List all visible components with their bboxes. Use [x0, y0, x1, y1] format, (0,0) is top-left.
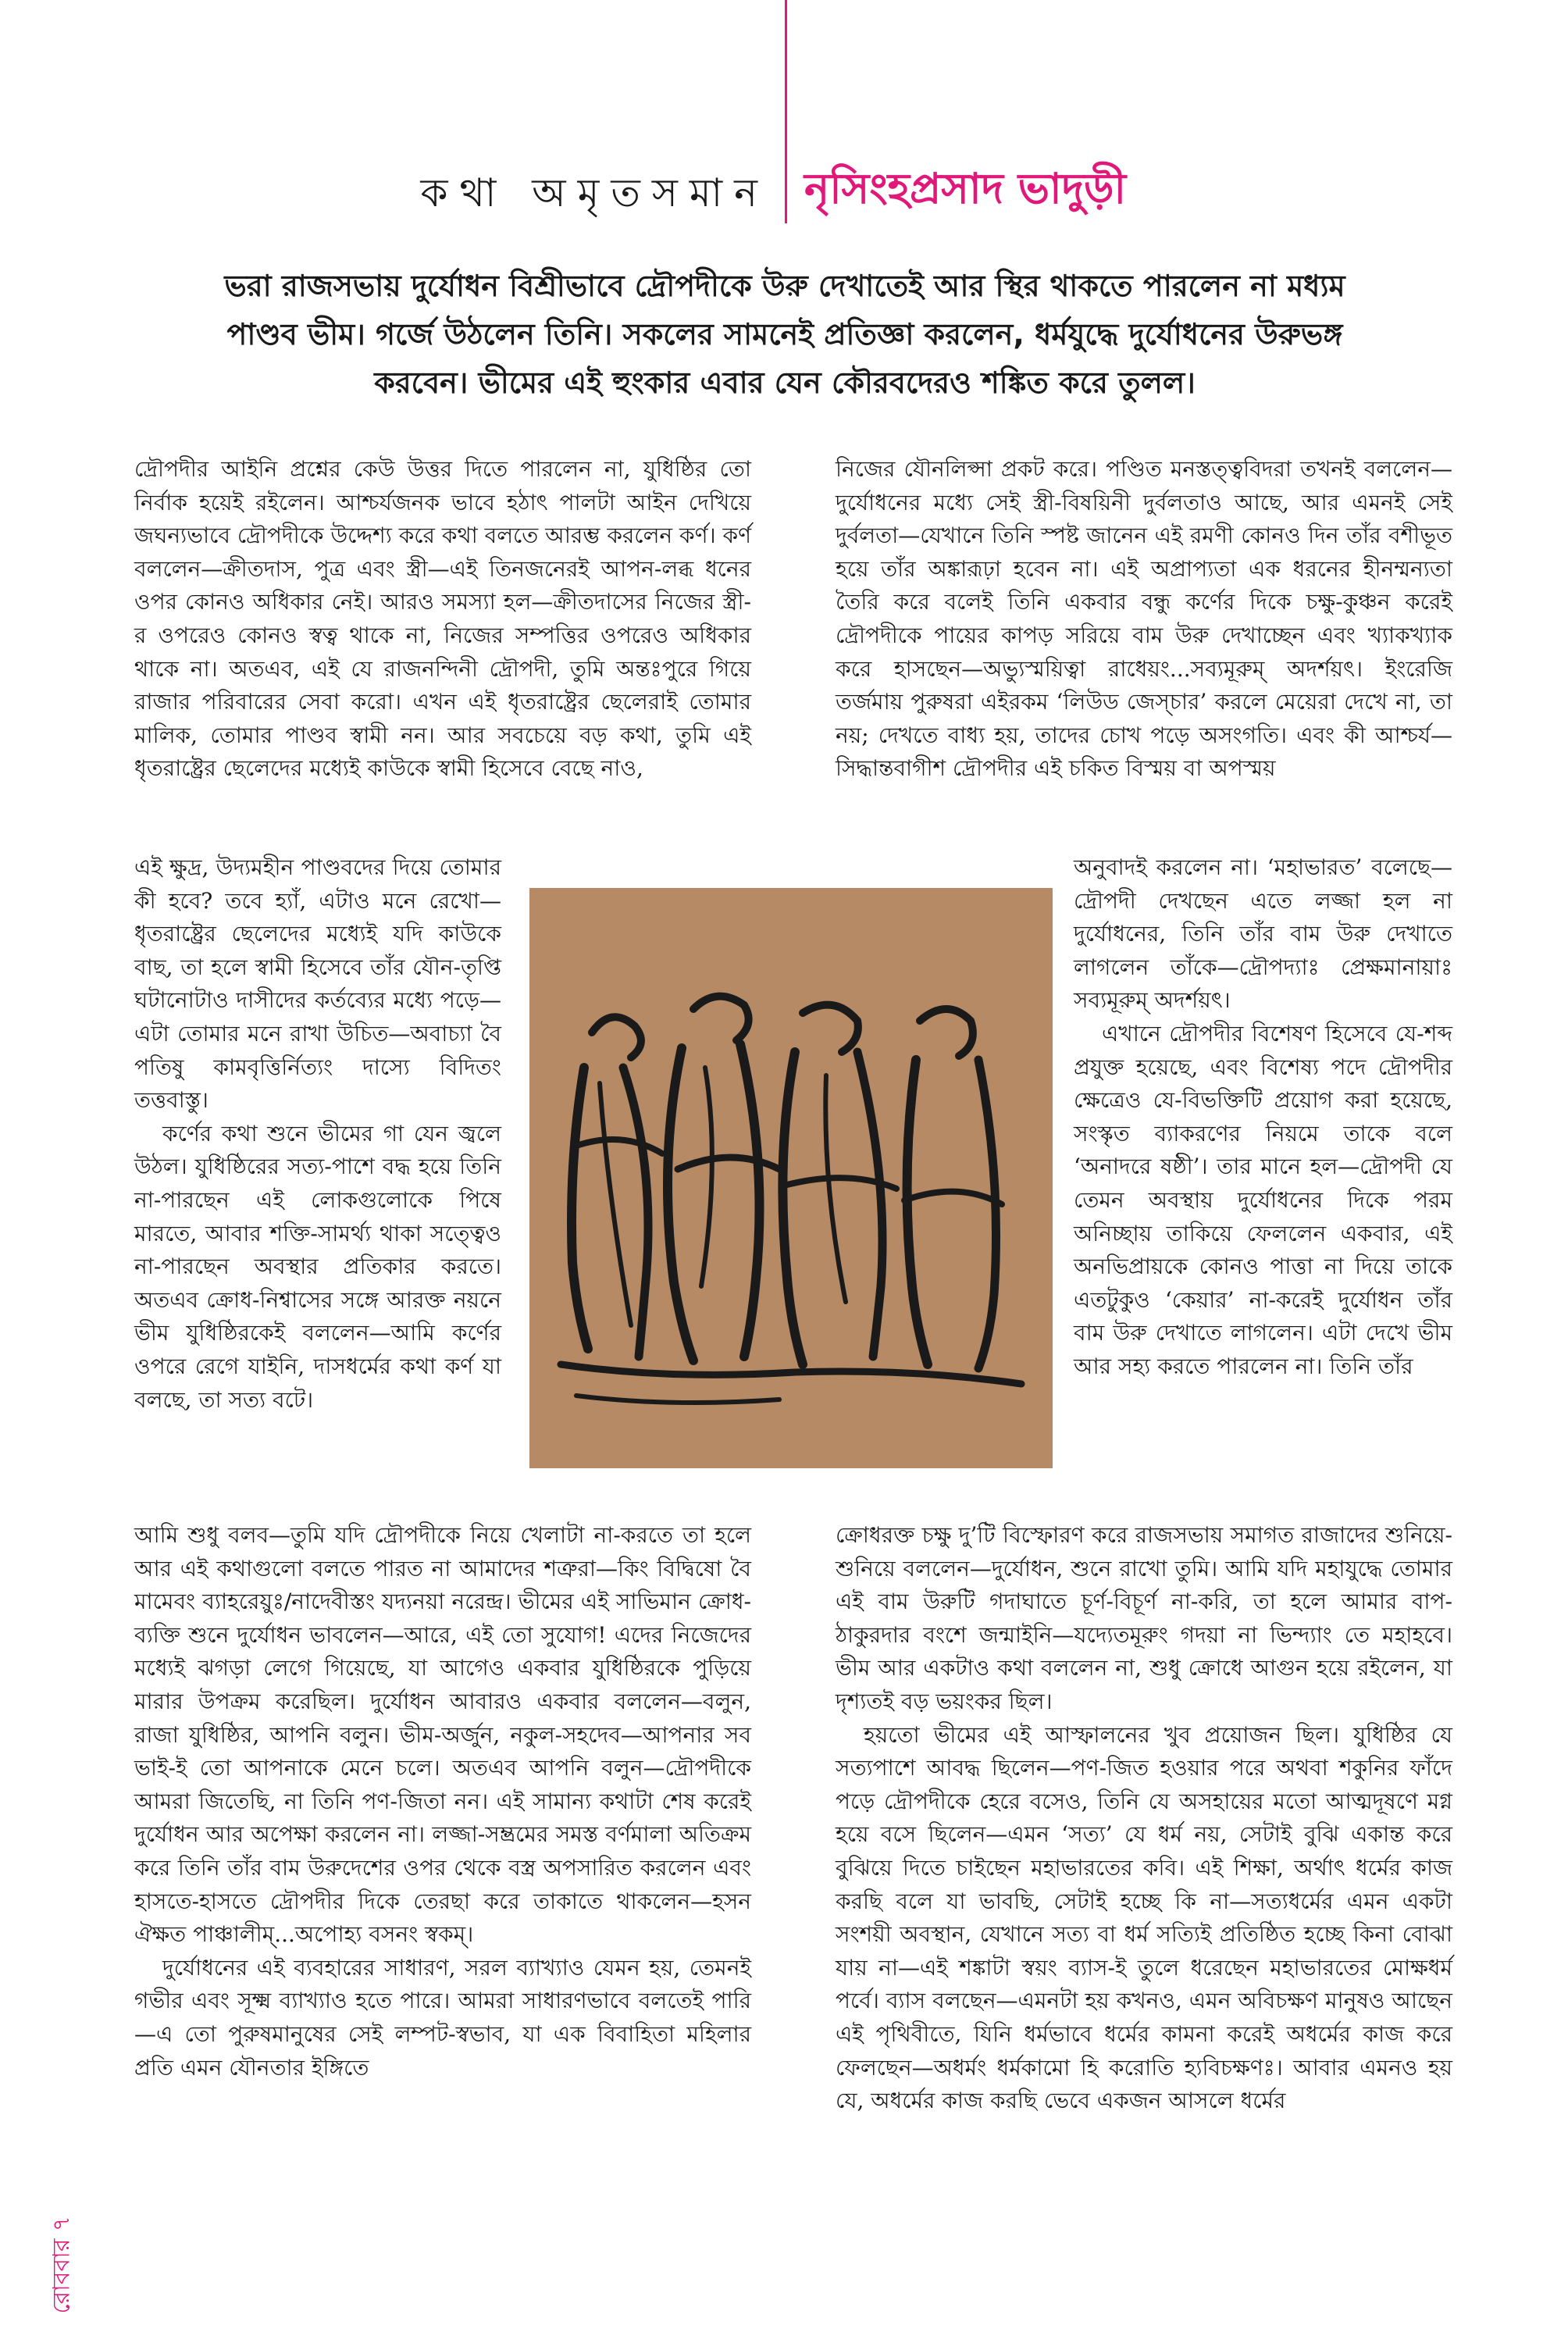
brush-sketch-figures-image: [529, 888, 1053, 1468]
standfirst: ভরা রাজসভায় দুর্যোধন বিশ্রীভাবে দ্রৌপদীকে উরু দেখাতেই আর স্থির থাকতে পারলেন না মধ্যম পাণ্ডব ভীম। গর্জে উঠলেন তিনি। সকলের সামনেই প্রতিজ্ঞা করলেন, ধর্মযুদ্ধে দুর্যোধনের উরুভঙ্গ করবেন। ভীমের এই হুংকার এবার যেন কৌরবদেরও শঙ্কিত করে তুলল।: [224, 269, 1345, 400]
paragraph: নিজের যৌনলিপ্সা প্রকট করে। পণ্ডিত মনস্তত্ত্ববিদরা তখনই বললেন—দুর্যোধনের মধ্যে সেই স্ত্রী-বিষয়িনী দুর্বলতাও আছে, আর এমনই সেই দুর্বলতা—যেখানে তিনি স্পষ্ট জানেন এই রমণী কোনও দিন তাঁর বশীভূত হয়ে তাঁর অঙ্কারূঢ়া হবেন না। এই অপ্রাপ্যতা এক ধরনের হীনম্মন্যতা তৈরি করে বলেই তিনি একবার বন্ধু কর্ণের দিকে চক্ষু-কুঞ্চন করেই দ্রৌপদীকে পায়ের কাপড় সরিয়ে বাম উরু দেখাচ্ছেন এবং খ্যাকখ্যাক করে হাসছেন—অভ্যুস্ময়িত্বা রাধেয়ং...সব্যমূরুম্ অদর্শয়ৎ। ইংরেজি তর্জমায় পুরুষরা এইরকম ‘লিউড জেস্চার’ করলে মেয়েরা দেখে না, তা নয়; দেখতে বাধ্য হয়, তাদের চোখ পড়ে অসংগতি। এবং কী আশ্চর্য—সিদ্ধান্তবাগীশ দ্রৌপদীর এই চকিত বিস্ময় বা অপস্ময়: [836, 456, 1452, 782]
paragraph: এখানে দ্রৌপদীর বিশেষণ হিসেবে যে-শব্দ প্রযুক্ত হয়েছে, এবং বিশেষ্য পদে দ্রৌপদীর ক্ষেত্রেও যে-বিভক্তিটি প্রয়োগ করা হয়েছে, সংস্কৃত ব্যাকরণের নিয়মে তাকে বলে ‘অনাদরে ষষ্ঠী’। তার মানে হল—দ্রৌপদী যে তেমন অবস্থায় দুর্যোধনের দিকে পরম অনিচ্ছায় তাকিয়ে ফেললেন একবার, এই অনভিপ্রায়কে কোনও পাত্তা না দিয়ে তাকে এতটুকুও ‘কেয়ার’ না-করেই দুর্যোধন তাঁর বাম উরু দেখাতে লাগলেন। এটা দেখে ভীম আর সহ্য করতে পারলেন না। তিনি তাঁর: [1074, 1020, 1452, 1379]
paragraph: দুর্যোধনের এই ব্যবহারের সাধারণ, সরল ব্যাখ্যাও যেমন হয়, তেমনই গভীর এবং সূক্ষ্ম ব্যাখ্যাও হতে পারে। আমরা সাধারণভাবে বলতেই পারি—এ তো পুরুষমানুষের সেই লম্পট-স্বভাব, যা এক বিবাহিতা মহিলার প্রতি এমন যৌনতার ইঙ্গিতে: [134, 1954, 751, 2081]
paragraph: কর্ণের কথা শুনে ভীমের গা যেন জ্বলে উঠল। যুধিষ্ঠিরের সত্য-পাশে বদ্ধ হয়ে তিনি না-পারছেন এই লোকগুলোকে পিষে মারতে, আবার শক্তি-সামর্থ্য থাকা সত্ত্বেও না-পারছেন অবস্থার প্রতিকার করতে। অতএব ক্রোধ-নিশ্বাসের সঙ্গে আরক্ত নয়নে ভীম যুধিষ্ঠিরকেই বললেন—আমি কর্ণের ওপরে রেগে যাইনি, দাসধর্মের কথা কর্ণ যা বলছে, তা সত্য বটে।: [134, 1120, 501, 1413]
paragraph: এই ক্ষুদ্র, উদ্যমহীন পাণ্ডবদের দিয়ে তোমার কী হবে? তবে হ্যাঁ, এটাও মনে রেখো—ধৃতরাষ্ট্রের ছেলেদের মধ্যেই যদি কাউকে বাছ, তা হলে স্বামী হিসেবে তাঁর যৌন-তৃপ্তি ঘটানোটাও দাসীদের কর্তব্যের মধ্যে পড়ে—এটা তোমার মনে রাখা উচিত—অবাচ্যা বৈ পতিষু কামবৃত্তির্নিত্যং দাস্যে বিদিতং তত্তবাস্তু।: [134, 854, 501, 1114]
column-1-narrow: [134, 851, 501, 1417]
paragraph: আমি শুধু বলব—তুমি যদি দ্রৌপদীকে নিয়ে খেলাটা না-করতে তা হলে আর এই কথাগুলো বলতে পারত না আমাদের শত্রুরা—কিং বিদ্বিষো বৈ মামেবং ব্যাহরেয়ুঃ/নাদেবীস্তং যদ্যনয়া নরেন্দ্র। ভীমের এই সাভিমান ক্রোধ-ব্যক্তি শুনে দুর্যোধন ভাবলেন—আরে, এই তো সুযোগ! এদের নিজেদের মধ্যেই ঝগড়া লেগে গিয়েছে, যা আগেও একবার যুধিষ্ঠিরকে পুড়িয়ে মারার উপক্রম করেছিল। দুর্যোধন আবারও একবার বললেন—বলুন, রাজা যুধিষ্ঠির, আপনি বলুন। ভীম-অর্জুন, নকুল-সহদেব—আপনার সব ভাই-ই তো আপনাকে মেনে চলে। অতএব আপনি বলুন—দ্রৌপদীকে আমরা জিতেছি, না তিনি পণ-জিতা নন। এই সামান্য কথাটা শেষ করেই দুর্যোধন আর অপেক্ষা করলেন না। লজ্জা-সম্ভ্রমের সমস্ত বর্ণমালা অতিক্রম করে তিনি তাঁর বাম উরুদেশের ওপর থেকে বস্ত্র অপসারিত করলেন এবং হাসতে-হাসতে দ্রৌপদীর দিকে তেরছা করে তাকাতে থাকলেন—হসন ঐক্ষত পাঞ্চালীম্...অপোহ্য বসনং স্বকম্।: [134, 1522, 751, 1948]
paragraph: হয়তো ভীমের এই আস্ফালনের খুব প্রয়োজন ছিল। যুধিষ্ঠির যে সত্যপাশে আবদ্ধ ছিলেন—পণ-জিত হওয়ার পরে অথবা শকুনির ফাঁদে পড়ে দ্রৌপদীকে হেরে বসেও, তিনি যে অসহায়ের মতো আত্মদূষণে মগ্ন হয়ে বসে ছিলেন—এমন ‘সত্য’ যে ধর্ম নয়, সেটাই বুঝি একান্ত করে বুঝিয়ে দিতে চাইছেন মহাভারতের কবি। এই শিক্ষা, অর্থাৎ ধর্মের কাজ করছি বলে যা ভাবছি, সেটাই হচ্ছে কি না—সত্যধর্মের এমন একটা সংশয়ী অবস্থান, যেখানে সত্য বা ধর্ম সত্যিই প্রতিষ্ঠিত হচ্ছে কিনা বোঝা যায় না—এই শঙ্কাটা স্বয়ং ব্যাস-ই তুলে ধরেছেন মহাভারতের মোক্ষধর্ম পর্বে। ব্যাস বলছেন—এমনটা হয় কখনও, এমন অবিচক্ষণ মানুষও আছেন এই পৃথিবীতে, যিনি ধর্মভাবে ধর্মের কামনা করেই অধর্মের কাজ করে ফেলছেন—অধর্মং ধর্মকামো হি করোতি হ্যবিচক্ষণঃ। আবার এমনও হয় যে, অধর্মের কাজ করছি ভেবে একজন আসলে ধর্মের: [836, 1721, 1452, 2114]
column-2-bottom: [836, 1519, 1452, 2118]
column-1-top: [134, 453, 751, 786]
paragraph: ক্রোধরক্ত চক্ষু দু’টি বিস্ফোরণ করে রাজসভায় সমাগত রাজাদের শুনিয়ে-শুনিয়ে বললেন—দুর্যোধন, শুনে রাখো তুমি। আমি যদি মহাযুদ্ধে তোমার এই বাম উরুটি গদাঘাতে চূর্ণ-বিচূর্ণ না-করি, তা হলে আমার বাপ-ঠাকুরদার বংশে জন্মাইনি—যদ্যেতমূরুং গদয়া না ভিন্দ্যাং তে মহাহবে। ভীম আর একটাও কথা বললেন না, শুধু ক্রোধে আগুন হয়ে রইলেন, যা দৃশ্যতই বড় ভয়ংকর ছিল।: [836, 1522, 1452, 1714]
paragraph: দ্রৌপদীর আইনি প্রশ্নের কেউ উত্তর দিতে পারলেন না, যুধিষ্ঠির তো নির্বাক হয়েই রইলেন। আশ্চর্যজনক ভাবে হঠাৎ পালটা আইন দেখিয়ে জঘন্যভাবে দ্রৌপদীকে উদ্দেশ্য করে কথা বলতে আরম্ভ করলেন কর্ণ। কর্ণ বললেন—ক্রীতদাস, পুত্র এবং স্ত্রী—এই তিনজনেরই আপন-লব্ধ ধনের ওপর কোনও অধিকার নেই। আরও সমস্যা হল—ক্রীতদাসের নিজের স্ত্রী-র ওপরেও কোনও স্বত্ব থাকে না, নিজের সম্পত্তির ওপরেও অধিকার থাকে না। অতএব, এই যে রাজনন্দিনী দ্রৌপদী, তুমি অন্তঃপুরে গিয়ে রাজার পরিবারের সেবা করো। এখন এই ধৃতরাষ্ট্রের ছেলেরাই তোমার মালিক, তোমার পাণ্ডব স্বামী নন। আর সবচেয়ে বড় কথা, তুমি এই ধৃতরাষ্ট্রের ছেলেদের মধ্যেই কাউকে স্বামী হিসেবে বেছে নাও,: [134, 456, 751, 782]
column-2-top: [836, 453, 1452, 786]
author-name: নৃসিংহপ্রসাদ ভাদুড়ী: [804, 164, 1127, 213]
header-divider: [785, 0, 787, 223]
paragraph: অনুবাদই করলেন না। ‘মহাভারত’ বলেছে—দ্রৌপদী দেখছেন এতে লজ্জা হল না দুর্যোধনের, তিনি তাঁর বাম উরু দেখাতে লাগলেন তাঁকে—দ্রৌপদ্যাঃ প্রেক্ষমানায়াঃ সব্যমূরুম্ অদর্শয়ৎ।: [1074, 854, 1452, 1014]
illustration: [529, 888, 1053, 1468]
page-footer: [47, 2202, 78, 2327]
column-2-narrow: [1074, 851, 1452, 1384]
column-title: কথা অমৃতসমান: [420, 170, 769, 216]
page-number-label: রোববার ৭: [48, 2216, 76, 2314]
column-1-bottom: [134, 1519, 751, 2084]
